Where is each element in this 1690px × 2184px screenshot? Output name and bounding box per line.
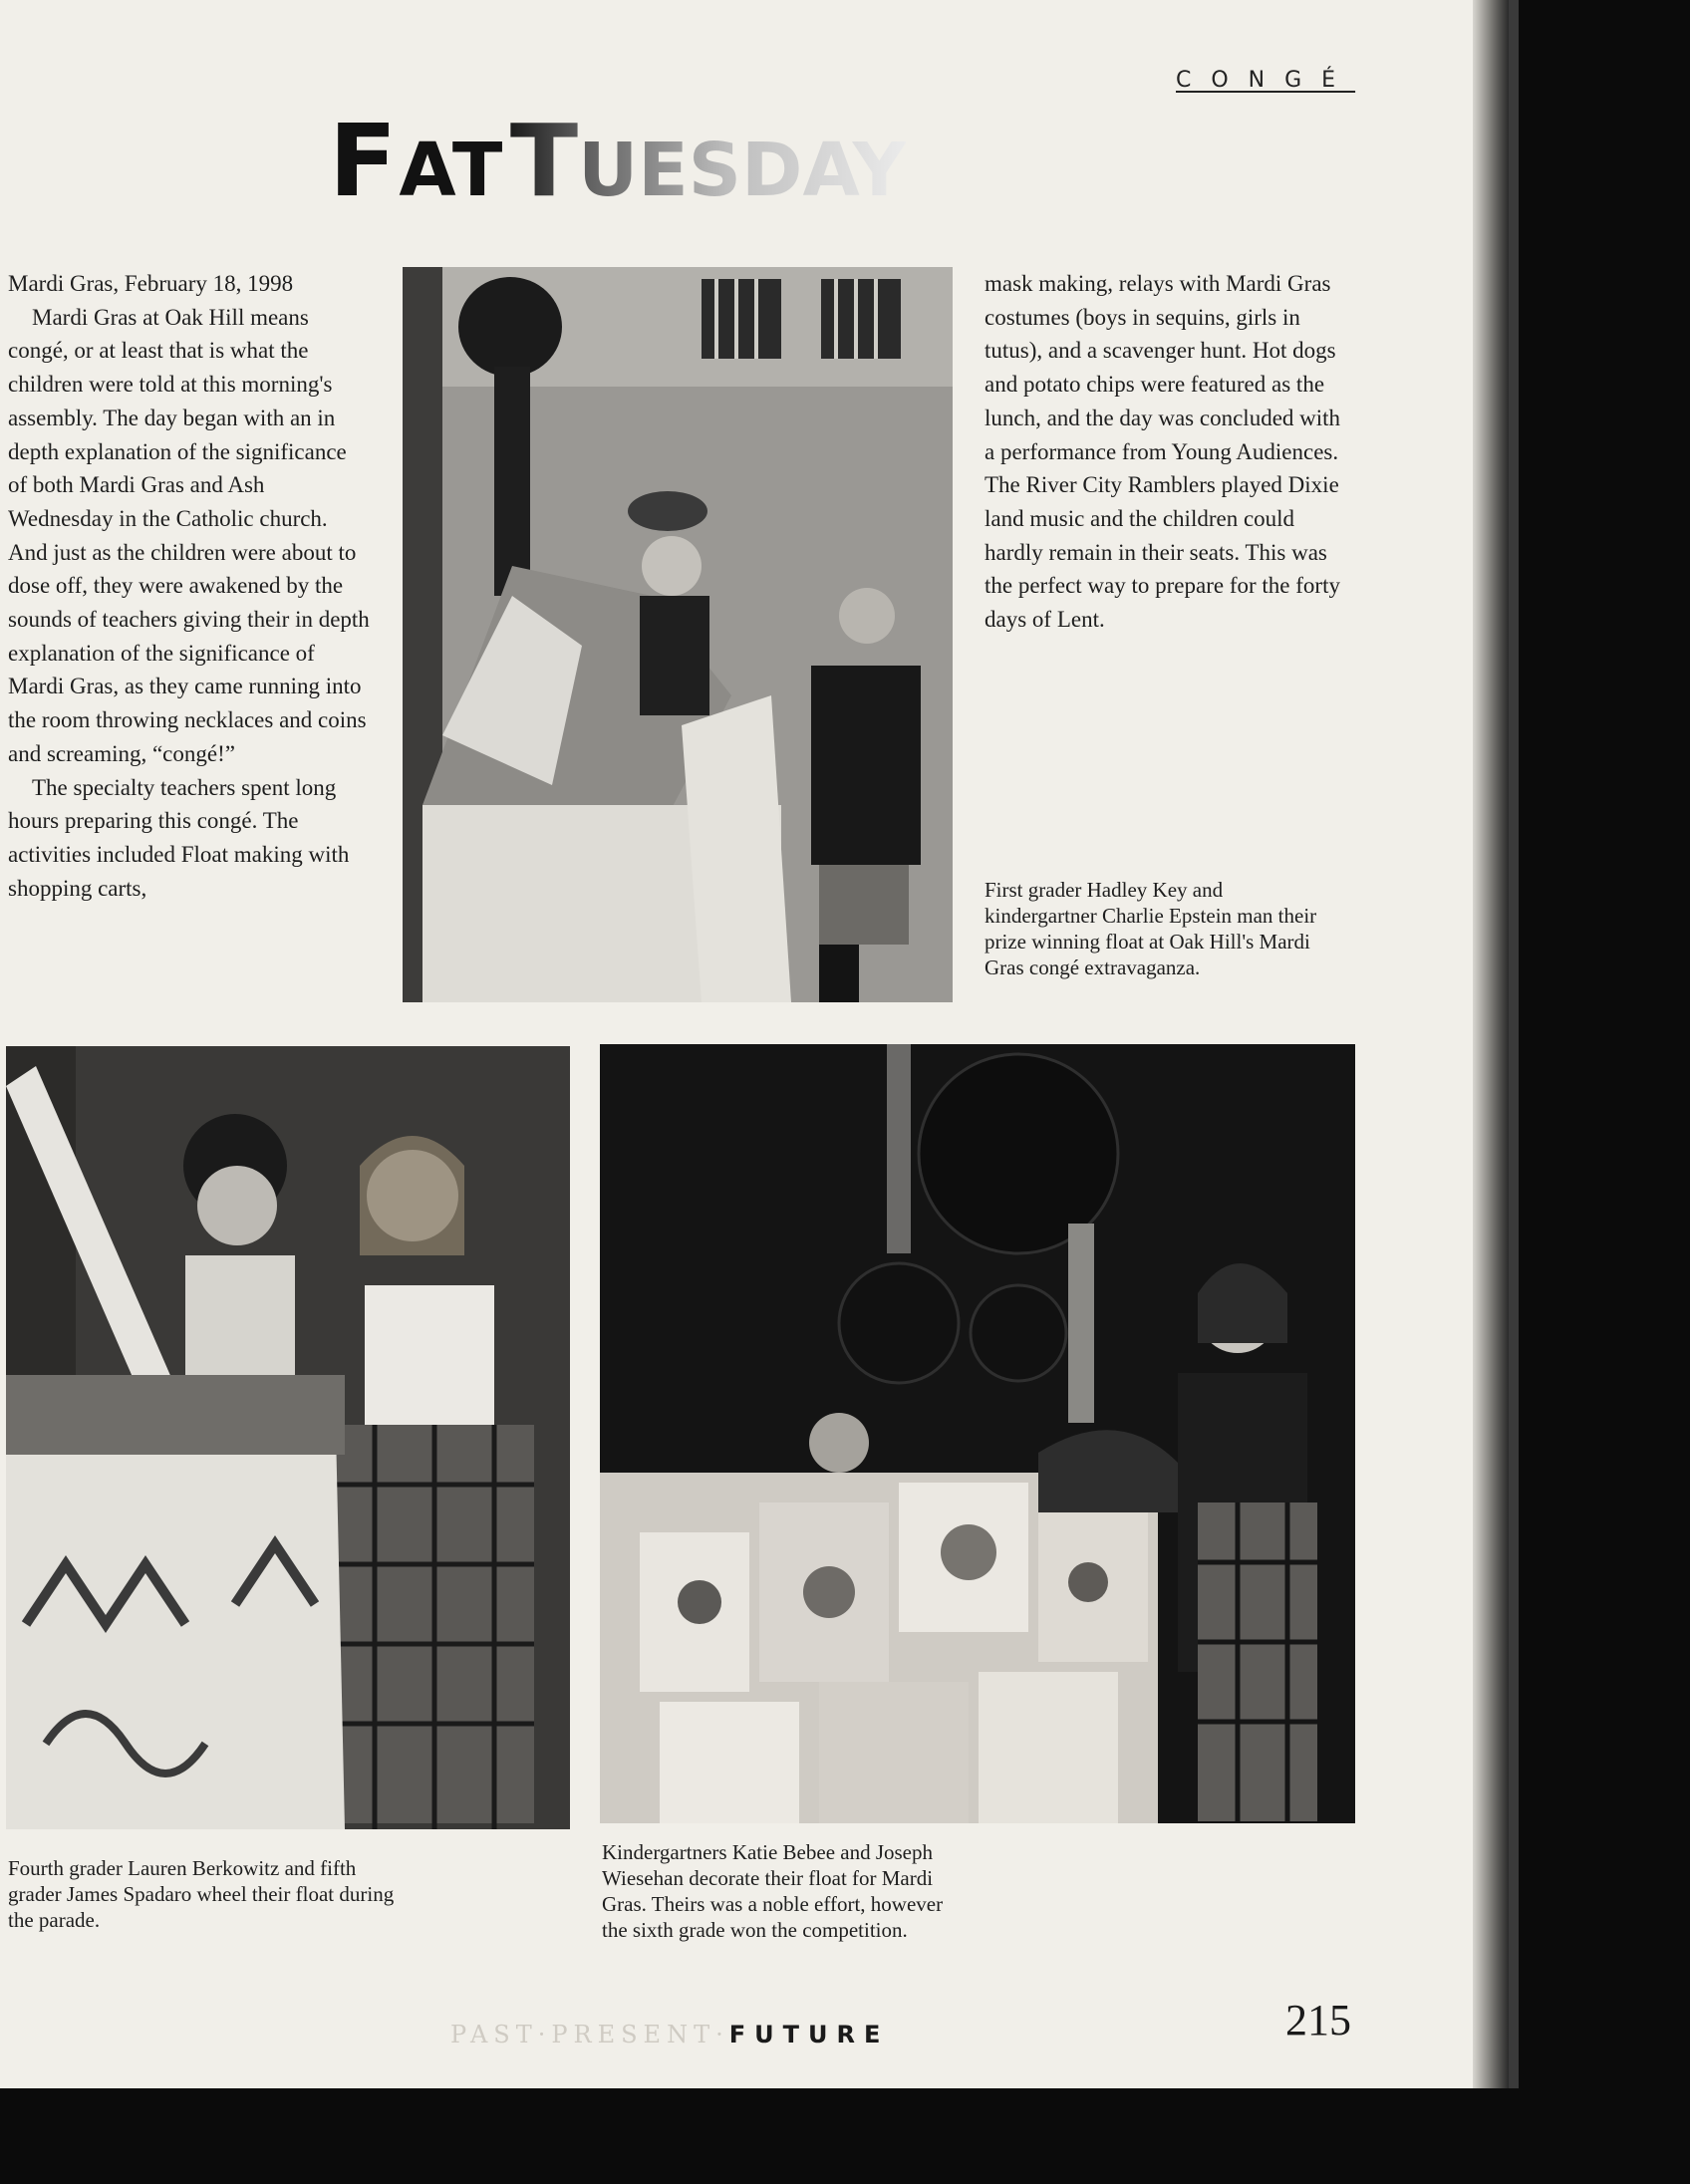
- title-word-tuesday: TUESDAY: [509, 103, 907, 219]
- footer-future: FUTURE: [728, 2021, 890, 2048]
- article-paragraph-3: mask making, relays with Mardi Gras costumes (boys in sequins, girls in tutus), and a scavenger hunt. Hot dogs and potato chips were featured as the lunch, and the day was concluded with a performance from Young Audiences. The River City Ramblers played Dixie land music and the children could hardly remain in their seats. This was the perfect way to prepare for the forty days of Lent.: [985, 271, 1341, 633]
- article-dateline: Mardi Gras, February 18, 1998: [8, 271, 294, 296]
- page-number: 215: [1285, 1996, 1351, 2045]
- article-left-column: [8, 267, 371, 905]
- footer-separator: ·: [537, 2021, 552, 2048]
- footer-separator: ·: [715, 2021, 729, 2048]
- caption-bottom-left-photo: Fourth grader Lauren Berkowitz and fifth grader James Spadaro wheel their float during the parade.: [8, 1856, 395, 1932]
- photo-katie-joseph: [600, 1044, 1355, 1823]
- caption-bottom-right-photo: Kindergartners Katie Bebee and Joseph Wiesehan decorate their float for Mardi Gras. Theirs was a noble effort, however the sixth grade won the competition.: [602, 1840, 944, 1942]
- book-spine-edge: [1509, 0, 1519, 2088]
- section-label: CONGÉ: [1176, 68, 1356, 93]
- book-spine: [1473, 0, 1509, 2088]
- article-paragraph-1: Mardi Gras at Oak Hill means congé, or at least that is what the children were told at this morning's assembly. The day began with an in depth explanation of the significance of both Mardi Gras and Ash Wednesday in the Catholic church. And just as the children were about to dose off, they were awakened by the sounds of teachers giving their in depth explanation of the significance of Mardi Gras, as they came running into the room throwing necklaces and coins and screaming, “congé!”: [8, 304, 370, 766]
- page-title: [329, 103, 907, 219]
- photo-image: [6, 1046, 570, 1829]
- footer-present: PRESENT: [551, 2021, 716, 2048]
- title-word-fat: FAT: [329, 103, 505, 219]
- caption-top-photo: First grader Hadley Key and kindergartner Charlie Epstein man their prize winning float at Oak Hill's Mardi Gras congé extravaganza.: [985, 878, 1317, 979]
- photo-image: [600, 1044, 1355, 1823]
- photo-image: [403, 267, 953, 1002]
- photo-lauren-james: [6, 1046, 570, 1829]
- footer-past: PAST: [450, 2021, 538, 2048]
- footer-tagline: [450, 2021, 889, 2048]
- photo-float-hadley-charlie: [403, 267, 953, 1002]
- article-paragraph-2: The specialty teachers spent long hours preparing this congé. The activities included Float making with shopping carts,: [8, 774, 350, 901]
- article-right-column: [985, 267, 1343, 637]
